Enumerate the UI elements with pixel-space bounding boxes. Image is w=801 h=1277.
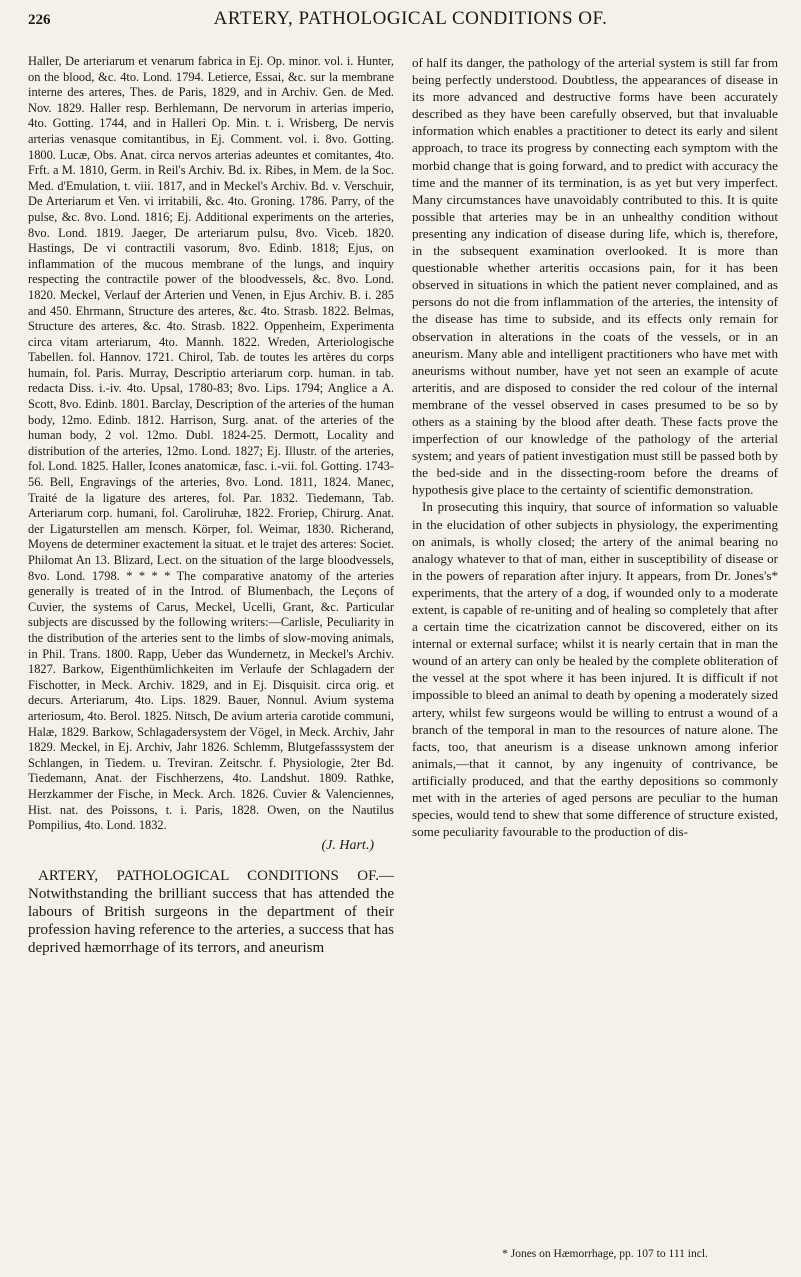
body-paragraph-2: In prosecuting this inquiry, that source of information so valuable in the elucidation of other subjects in physiology, the experimenting on animals, is wholly closed; the artery of the animal bearing no analogy whatever to that of man, either in susceptibility of disease or in the powers of reparation after injury. It appears, from Dr. Jones's* experiments, that the artery of a dog, if wounded only to a moderate extent, is capable of re-uniting and of healing so completely that after a certain time the cicatrization cannot be discovered, either on its internal or external surface; whilst it is nearly certain that in man the wound of an artery can only be healed by the complete obliteration of the vessel at the spot where it has been injured. It is difficult if not impossible to bleed an animal to death by opening a moderately sized artery, whilst few surgeons would be willing to entrust a wound of a branch of the temporal in man to the resources of nature alone. The facts, too, that aneurism is a disease unknown among inferior animals,—that it cannot, by any ingenuity of contrivance, be artificially produced, and that the earthy depositions so commonly met with in the arteries of aged persons are peculiar to the human species, would tend to shew that some difference of structure existed, some peculiarity favourable to the production of dis- (412, 499, 778, 840)
article-title: ARTERY, PATHOLOGICAL CONDITIONS OF. (38, 868, 379, 885)
author-signature: (J. Hart.) (321, 837, 374, 853)
running-title: ARTERY, PATHOLOGICAL CONDITIONS OF. (213, 8, 608, 29)
page-number: 226 (28, 12, 51, 28)
page-header (28, 8, 773, 42)
body-paragraph-1: of half its danger, the pathology of the arterial system is still far from being perfectly understood. Doubtless, the appearances of disease in its more advanced and destructive forms have been accurately described as they have been carefully observed, but that invaluable information which enables a practitioner to detect its early and silent approach, to trace its progress by connecting each symptom with the morbid change that is going forward, and to predict with accuracy the time and the manner of its termination, is as yet but very imperfect. Many circumstances have unavoidably contributed to this. It is quite possible that arteries may be in an unhealthy condition without presenting any indication of disease during life, which is, therefore, in the subsequent examination overlooked. It is more than questionable whether arteritis occasions pain, for it has been observed in situations in which the patient never complained, and as persons do not die from inflammation of the arteries, the intensity of the disease has time to subside, and its effects only remain for observation in alterations in the coats of the vessels, or in an aneurism. Many able and intelligent practitioners who have met with aneurisms without number, have yet not seen an example of acute arteritis, and are disposed to consider the red colour of the internal membrane of the vessel observed in cases presumed to be so by others as a staining by the blood after death. These facts prove the imperfection of our knowledge of the pathology of the arterial system; and years of patient investigation must still be passed both by the bed-side and in the dissecting-room before the dreams of hypothesis give place to the certainty of scientific demonstration. (412, 55, 778, 498)
footnote: * Jones on Hæmorrhage, pp. 107 to 111 incl. (502, 1248, 708, 1260)
article-opening-text: —Notwithstanding the brilliant success that has attended the labours of British surgeons in the department of their profession having reference to the arteries, a success that has deprived hæmorrhage of its terrors, and aneurism (28, 868, 394, 957)
right-column (412, 54, 778, 840)
bibliography-text: Haller, De arteriarum et venarum fabrica in Ej. Op. minor. vol. i. Hunter, on the blood, &c. 4to. Lond. 1794. Letierce, Essai, &c. sur la membrane interne des arteres, Thes. de Paris, 1829, and in Archiv. Gen. de Med. Nov. 1829. Haller resp. Berhlemann, De nervorum in arterias imperio, 4to. Gotting. 1744, and in Halleri Op. Min. t. i. Wrisberg, De nervis arterias venasque comitantibus, in Ej. Comment. vol. i. 8vo. Gotting. 1800. Lucæ, Obs. Anat. circa nervos arterias adeuntes et comitantes, 4to. Frft. a M. 1810, Germ. in Reil's Archiv. Bd. ix. Ribes, in Mem. de la Soc. Med. d'Emulation, t. viii. 1817, and in Meckel's Archiv. Bd. v. Verschuir, De Arteriarum et Ven. vi irritabili, &c. 4to. Groning. 1786. Parry, of the pulse, &c. 8vo. Lond. 1816; Ej. Additional experiments on the arteries, 8vo. Lond. 1819. Jaeger, De arteriarum pulsu, 8vo. Viceb. 1820. Hastings, De vi contractili vasorum, 8vo. Edinb. 1818; Ejus, on inflammation of the mucous membrane of the lungs, and inquiry respecting the contractile power of the bloodvessels, &c. 8vo. Lond. 1820. Meckel, Verlauf der Arterien und Venen, in Ejus Archiv. B. i. 285 and 450. Ehrmann, Structure des arteres, &c. 4to. Strasb. 1822. Belmas, Structure des arteres, &c. 4to. Strasb. 1822. Oppenheim, Experimenta circa vitam arteriarum, 4to. Mannh. 1822. Wreden, Arteriologische Tabellen. fol. Hannov. 1721. Chirol, Tab. de toutes les artères du corps humain, fol. Paris. Murray, Descriptio arteriarum corp. human. in tab. redacta Diss. i.-iv. 4to. Upsal, 1780-83; 8vo. Lips. 1794; Anglice a A. Scott, 8vo. Edinb. 1801. Barclay, Description of the arteries of the human body, 12mo. Edinb. 1812. Harrison, Surg. anat. of the arteries of the human body, 2 vol. 12mo. Dubl. 1824-25. Dermott, Locality and distribution of the arteries, 12mo. Lond. 1827; Ej. Illustr. of the arteries, fol. Lond. 1825. Haller, Icones anatomicæ, fasc. i.-vii. fol. Gotting. 1743-56. Bell, Engravings of the arteries, 8vo. Lond. 1811, 1824. Manec, Traité de la ligature des arteres, fol. Par. 1832. Tiedemann, Tab. Arteriarum corp. humani, fol. Caroliruhæ, 1822. Froriep, Chirurg. Anat. der Ligaturstellen am mensch. Körper, fol. Weimar, 1830. Richerand, Moyens de determiner exactement la situat. et le trajet des arteres: Societ. Philomat An 13. Blizard, Lect. on the situation of the large bloodvessels, 8vo. Lond. 1798. * * * * The comparative anatomy of the arteries generally is treated of in the Introd. of Blumenbach, the Leçons of Cuvier, the systems of Carus, Meckel, Ucelli, Grant, &c. Particular subjects are discussed by the following writers:—Carlisle, Peculiarity in the distribution of the arteries sent to the limbs of slow-moving animals, in Phil. Trans. 1800. Rapp, Ueber das Wundernetz, in Meckel's Archiv. 1827. Barkow, Eigenthümlichkeiten im Verlaufe der Schlagadern der Fischotter, in Meck. Archiv. 1829, and in Ej. Disquisit. circa orig. et decurs. Arteriarum, 4to. Lips. 1829. Bauer, Nonnul. Avium systema arteriosum, 4to. Berol. 1825. Nitsch, De avium arteria carotide communi, Halæ, 1829. Barkow, Schlagadersystem der Vögel, in Meck. Archiv, Jahr 1829. Meckel, in Ej. Archiv, Jahr 1826. Schlemm, Blutgefasssystem der Schlangen, in Tiedem. u. Treviran. Zeitschr. f. Physiologie, 2ter Bd. Tiedemann, Anat. der Fischherzens, 4to. Landshut. 1809. Rathke, Herzkammer der Fische, in Meck. Arch. 1826. Cuvier & Valenciennes, Hist. nat. des Poissons, t. i. Paris, 1828. Owen, on the Nautilus Pompilius, 4to. Lond. 1832. (28, 54, 394, 833)
article-heading (28, 867, 394, 957)
left-column (28, 54, 394, 957)
